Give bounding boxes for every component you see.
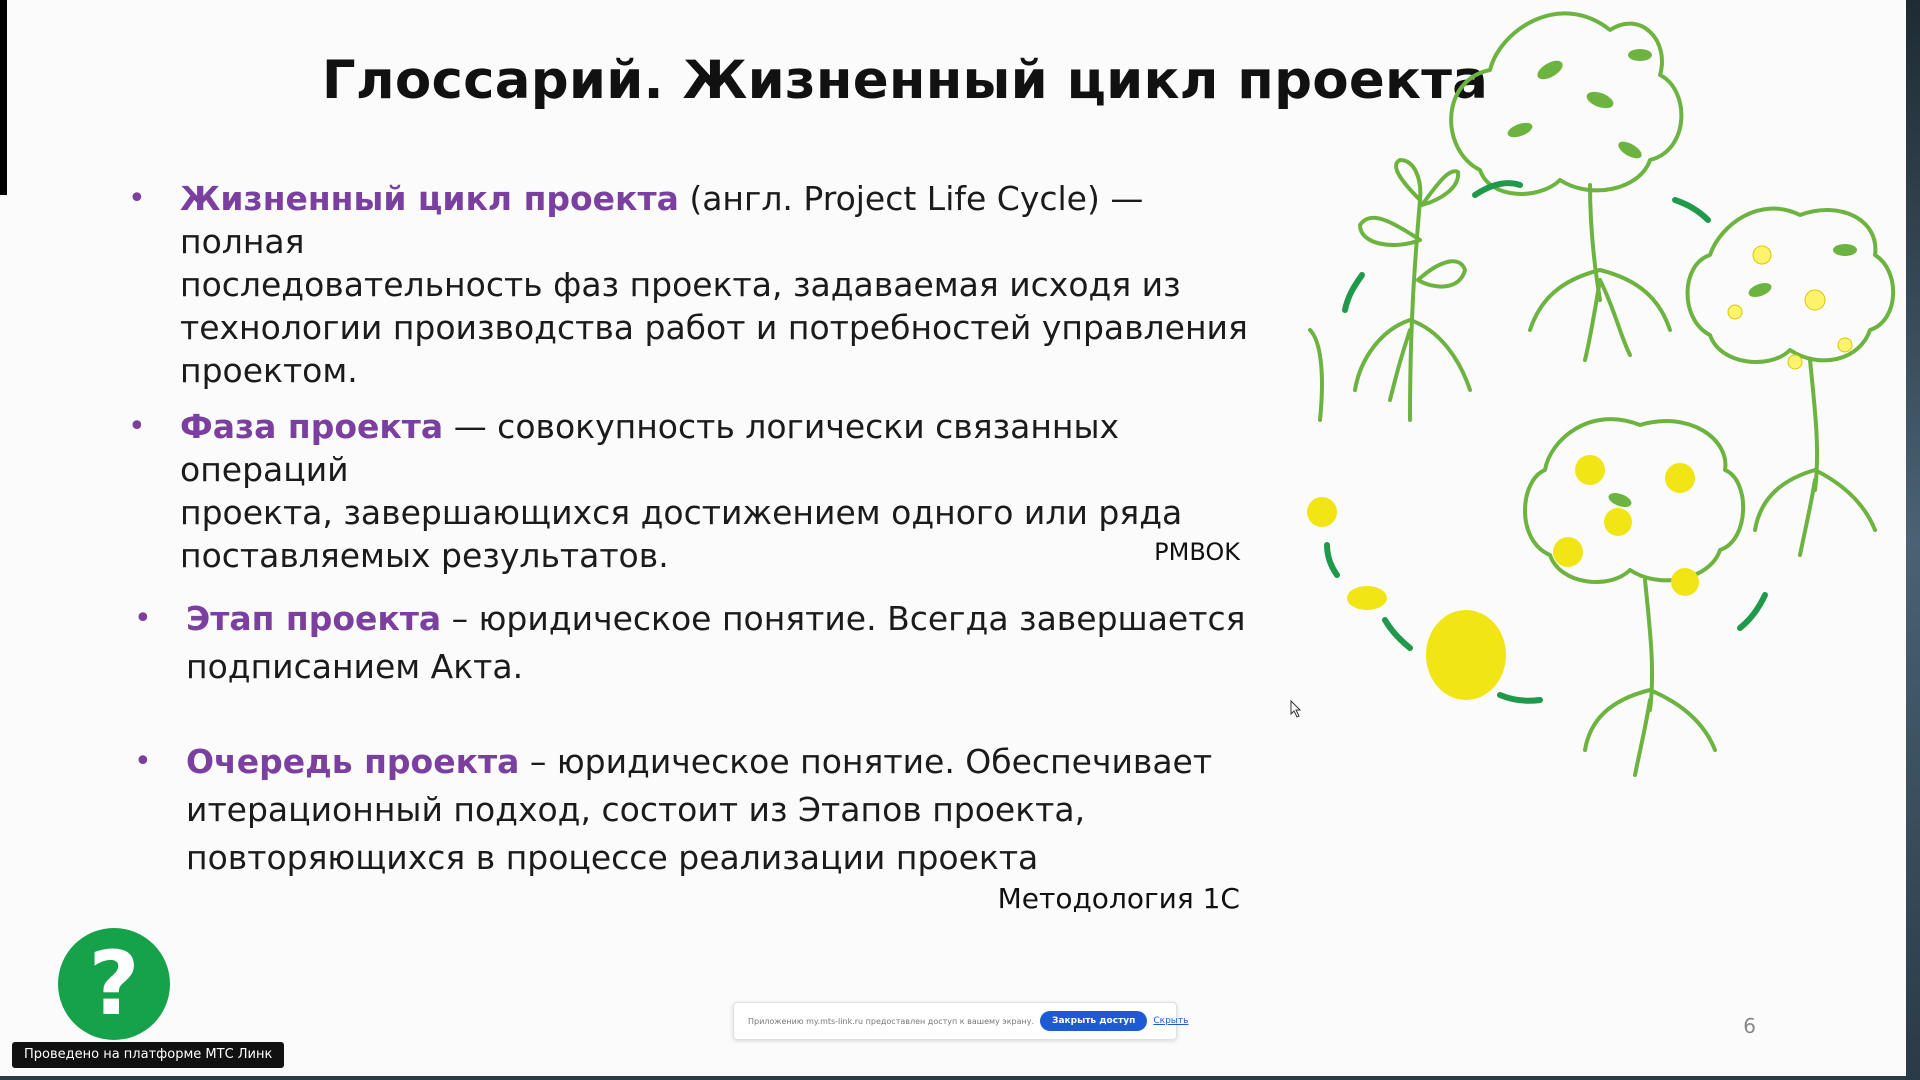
definition-line: технологии производства работ и потребностей управления — [180, 308, 1248, 347]
term-life-cycle: Жизненный цикл проекта — [180, 179, 679, 218]
definition-line: поставляемых результатов. — [180, 536, 669, 575]
definition-line: повторяющихся в процессе реализации проекта — [186, 838, 1039, 877]
definition-line: подписанием Акта. — [186, 647, 524, 686]
term-phase: Фаза проекта — [180, 407, 444, 446]
partial-plant — [1310, 330, 1322, 420]
definition-line: — совокупность логически связанных операций — [180, 407, 1120, 489]
glossary-item-life-cycle — [128, 177, 1260, 392]
bullet: • — [134, 744, 152, 779]
arrow — [1675, 200, 1708, 220]
arrow — [1327, 545, 1337, 575]
tree-crown — [1688, 209, 1894, 362]
glossary-item-queue — [134, 738, 1266, 882]
tree-crown — [1451, 13, 1681, 194]
bullet: • — [128, 409, 146, 444]
share-notification-text: Приложению my.mts-link.ru предоставлен доступ к вашему экрану. — [748, 1016, 1035, 1026]
stop-sharing-button[interactable]: Закрыть доступ — [1040, 1011, 1147, 1031]
bullet: • — [134, 601, 152, 636]
definition-line: последовательность фаз проекта, задаваемая исходя из — [180, 265, 1181, 304]
sprout-leaf — [1360, 218, 1420, 245]
definition-line: – юридическое понятие. Всегда завершается — [441, 599, 1246, 638]
screen-share-notification — [733, 1002, 1189, 1040]
arrow — [1345, 275, 1362, 310]
arrow — [1500, 695, 1540, 701]
small-fruit — [1347, 586, 1387, 610]
arrow — [1385, 620, 1410, 648]
sprout-leaf — [1396, 160, 1420, 200]
slide-title: Глоссарий. Жизненный цикл проекта — [321, 50, 1489, 111]
glossary-item-phase — [128, 405, 1260, 577]
definition-line: (англ. Project Life Cycle) — полная — [180, 179, 1144, 261]
term-stage: Этап проекта — [186, 599, 442, 638]
mouse-pointer-icon — [1290, 700, 1302, 718]
tree-roots — [1755, 470, 1875, 555]
background-edge-right — [1906, 0, 1920, 1080]
sprout-leaf — [1418, 261, 1465, 286]
definition-line: проектом. — [180, 351, 358, 390]
arrow — [1740, 595, 1765, 628]
tree-roots — [1585, 690, 1715, 775]
hide-notification-link[interactable]: Скрыть — [1153, 1016, 1189, 1026]
platform-label: Проведено на платформе МТС Линк — [12, 1042, 284, 1068]
source-1c-methodology: Методология 1С — [997, 882, 1240, 915]
glossary-item-stage — [134, 595, 1266, 691]
left-edge-bar — [0, 0, 7, 195]
small-fruit — [1307, 497, 1337, 527]
definition-line: проекта, завершающихся достижением одного или ряда — [180, 493, 1183, 532]
question-mark-icon[interactable]: ? — [58, 928, 170, 1040]
definition-line: итерационный подход, состоит из Этапов проекта, — [186, 790, 1086, 829]
term-queue: Очередь проекта — [186, 742, 520, 781]
page-number: 6 — [1743, 1014, 1756, 1038]
bullet: • — [128, 181, 146, 216]
plant-life-cycle-illustration — [1300, 0, 1906, 800]
source-pmbok: PMBOK — [1154, 538, 1240, 566]
definition-line: – юридическое понятие. Обеспечивает — [519, 742, 1213, 781]
tree-roots — [1530, 270, 1670, 360]
sprout-leaf — [1422, 171, 1458, 205]
background-edge-bottom — [0, 1076, 1920, 1080]
large-fruit — [1426, 610, 1506, 700]
